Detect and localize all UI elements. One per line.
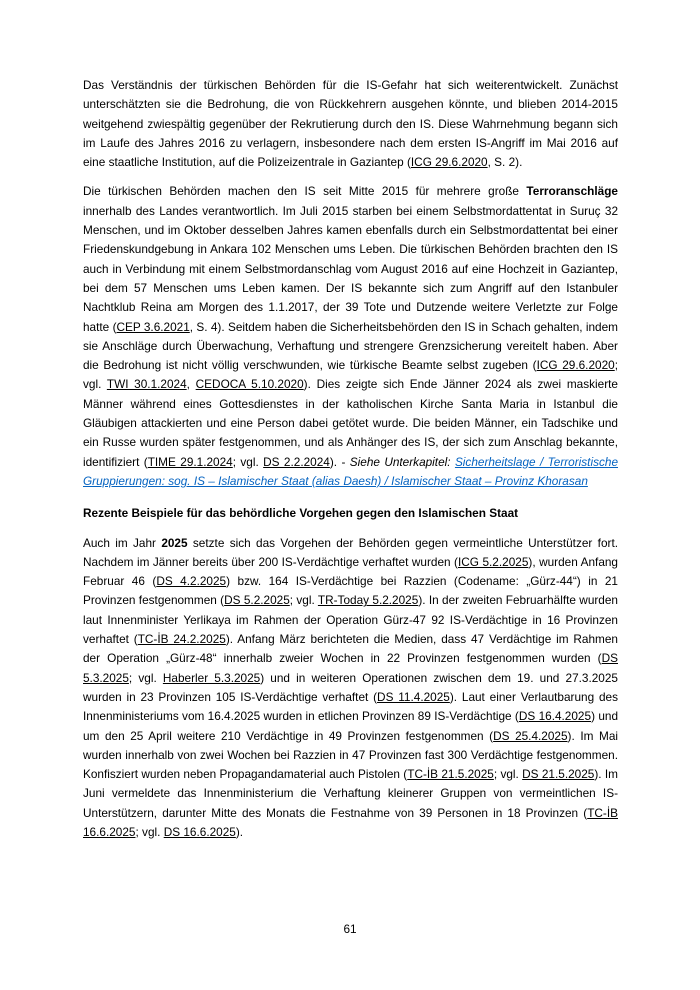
citation-link[interactable]: Haberler 5.3.2025 [162,670,261,685]
subchapter-link[interactable]: Sicherheitslage / Terroristische Gruppierungen: sog. IS – Islamischer Staat (alias Daesh) / Islamischer Staat – Provinz Khorasan [83,454,619,488]
citation-link[interactable]: DS 4.2.2025 [156,574,227,589]
text-segment: ; vgl. [135,824,164,839]
text-segment: setzte sich das Vorgehen der Behörden gegen vermeintliche Unterstützer fort. Nachdem im Jänner bereits über 200 IS-Verdächtige verhaftet wurden ( [83,535,619,569]
text-segment: ). [235,824,244,839]
page-number: 61 [343,922,357,936]
citation-link[interactable]: TC-İB 24.2.2025 [137,632,226,647]
para-is-threat-perception [83,76,618,172]
citation-link[interactable]: TC-İB 21.5.2025 [407,767,494,782]
text-segment: Rezente Beispiele für das behördliche Vorgehen gegen den Islamischen Staat [83,506,519,521]
para-terror-attacks [83,182,618,491]
text-segment: ; vgl. [128,670,163,685]
text-segment: ). Dies zeigte sich Ende Jänner 2024 als zwei maskierte Männer während eines Gottesdienstes in der katholischen Kirche Santa Maria in Istanbul die Gläubigen attackierten und eine Person dabei getötet wurde. Die beiden Männer, ein Tadschike und ein Russe wurden später festgenommen, und als Anhänger des IS, der sich zum Anschlag bekannte, identifiziert ( [83,377,618,469]
text-segment: ; vgl. [289,593,318,608]
heading-recent-examples [83,504,618,523]
citation-link[interactable]: DS 21.5.2025 [522,767,595,782]
citation-link[interactable]: DS 25.4.2025 [493,728,568,743]
citation-link[interactable]: DS 11.4.2025 [377,689,450,704]
text-segment: ). Laut einer Verlautbarung des Innenministeriums vom 16.4.2025 wurden in etlichen Provinzen 89 IS-Verdächtige ( [83,689,618,724]
citation-link[interactable]: DS 5.3.2025 [83,651,618,685]
text-segment: ). - [329,454,350,469]
citation-link[interactable]: ICG 29.6.2020 [536,358,615,373]
text-segment: ) und um den 25 April weitere 210 Verdächtige in 49 Provinzen festgenommen ( [83,709,618,743]
text-segment-bold: 2025 [161,535,188,550]
text-segment: , S. 2). [487,155,523,170]
citation-link[interactable]: TIME 29.1.2024 [147,454,233,469]
text-segment: ) bzw. 164 IS-Verdächtige bei Razzien (Codename: „Gürz-44“) in 21 Provinzen festgenommen ( [83,574,618,608]
text-segment: ). In der zweiten Februarhälfte wurden laut Innenminister Yerlikaya im Rahmen der Operation Gürz-47 92 IS-Verdächtige in 16 Provinzen verhaftet ( [83,593,618,647]
text-segment-bold: Terroranschläge [526,184,618,199]
text-segment: ). Anfang März berichteten die Medien, dass 47 Verdächtige im Rahmen der Operation „Gürz-48“ innerhalb zweier Wochen in 22 Provinzen festgenommen wurden ( [83,632,618,666]
text-segment: ; vgl. [83,358,618,392]
para-2025-operations [83,534,618,843]
citation-link[interactable]: TWI 30.1.2024 [106,377,187,392]
citation-link[interactable]: TC-İB 16.6.2025 [83,805,618,839]
citation-link[interactable]: CEP 3.6.2021 [116,319,190,334]
text-segment: ). Im Mai wurden innerhalb von zwei Wochen bei Razzien in 47 Provinzen fast 300 Verdächtige festgenommen. Konfisziert wurden neben Propagandamaterial auch Pistolen ( [83,728,618,782]
text-segment: ) und in weiteren Operationen zwischen dem 19. und 27.3.2025 wurden in 23 Provinzen 105 IS-Verdächtige verhaftet ( [83,670,618,704]
citation-link[interactable]: DS 5.2.2025 [224,593,290,608]
text-segment: Das Verständnis der türkischen Behörden für die IS-Gefahr hat sich weiterentwickelt. Zunächst unterschätzten sie die Bedrohung, die von Rückkehrern ausgehen könnte, und blieben 2014-2015 weitgehend zwiespältig gegenüber der Rekrutierung durch den IS. Diese Wahrnehmung begann sich im Laufe des Jahres 2016 zu verlagern, insbesondere nach dem ersten IS-Angriff im Mai 2016 auf eine staatliche Institution, auf die Polizeizentrale in Gaziantep ( [83,78,618,170]
citation-link[interactable]: ICG 5.2.2025 [458,554,529,569]
citation-link[interactable]: DS 16.6.2025 [163,824,236,839]
citation-link[interactable]: CEDOCA 5.10.2020 [195,377,304,392]
text-segment: innerhalb des Landes verantwortlich. Im Juli 2015 starben bei einem Selbstmordattentat in Suruç 32 Menschen, und im Oktober desselben Jahres kamen ebenfalls durch ein Selbstmordattentat bei einer Friedenskundgebung in Ankara 102 Menschen ums Leben. Die türkischen Behörden brachten den IS auch in Verbindung mit einem Selbstmordanschlag vom August 2016 auf eine Hochzeit in Gaziantep, bei dem 57 Menschen ums Leben kamen. Der IS bekannte sich zum Angriff auf den Istanbuler Nachtklub Reina am Morgen des 1.1.2017, der 39 Tote und Dutzende weitere Verletzte zur Folge hatte ( [83,203,618,334]
text-segment: ; vgl. [232,454,264,469]
citation-link[interactable]: DS 2.2.2024 [263,454,330,469]
text-segment-italic: Siehe Unterkapitel: [349,454,455,469]
text-segment: ). Im Juni vermeldete das Innenministerium die Verhaftung kleinerer Gruppen von vermeintlichen IS-Unterstützern, darunter Mitte des Monats die Festnahme von 39 Personen in 18 Provinzen ( [83,767,618,820]
text-segment: ; vgl. [493,767,523,782]
text-segment: Auch im Jahr [83,535,162,550]
text-segment: , [186,377,196,392]
page-content [83,76,618,852]
citation-link[interactable]: TR-Today 5.2.2025 [317,593,419,608]
text-segment: Die türkischen Behörden machen den IS seit Mitte 2015 für mehrere große [83,184,527,199]
citation-link[interactable]: DS 16.4.2025 [518,709,592,724]
citation-link[interactable]: ICG 29.6.2020 [410,155,488,170]
text-segment: ), wurden Anfang Februar 46 ( [83,554,618,589]
text-segment: , S. 4). Seitdem haben die Sicherheitsbehörden den IS in Schach gehalten, indem sie Anschläge durch Überwachung, Verhaftung und strengere Grenzsicherung vereitelt haben. Aber die Bedrohung ist nicht völlig verschwunden, wie türkische Beamte selbst zugeben ( [83,319,618,373]
